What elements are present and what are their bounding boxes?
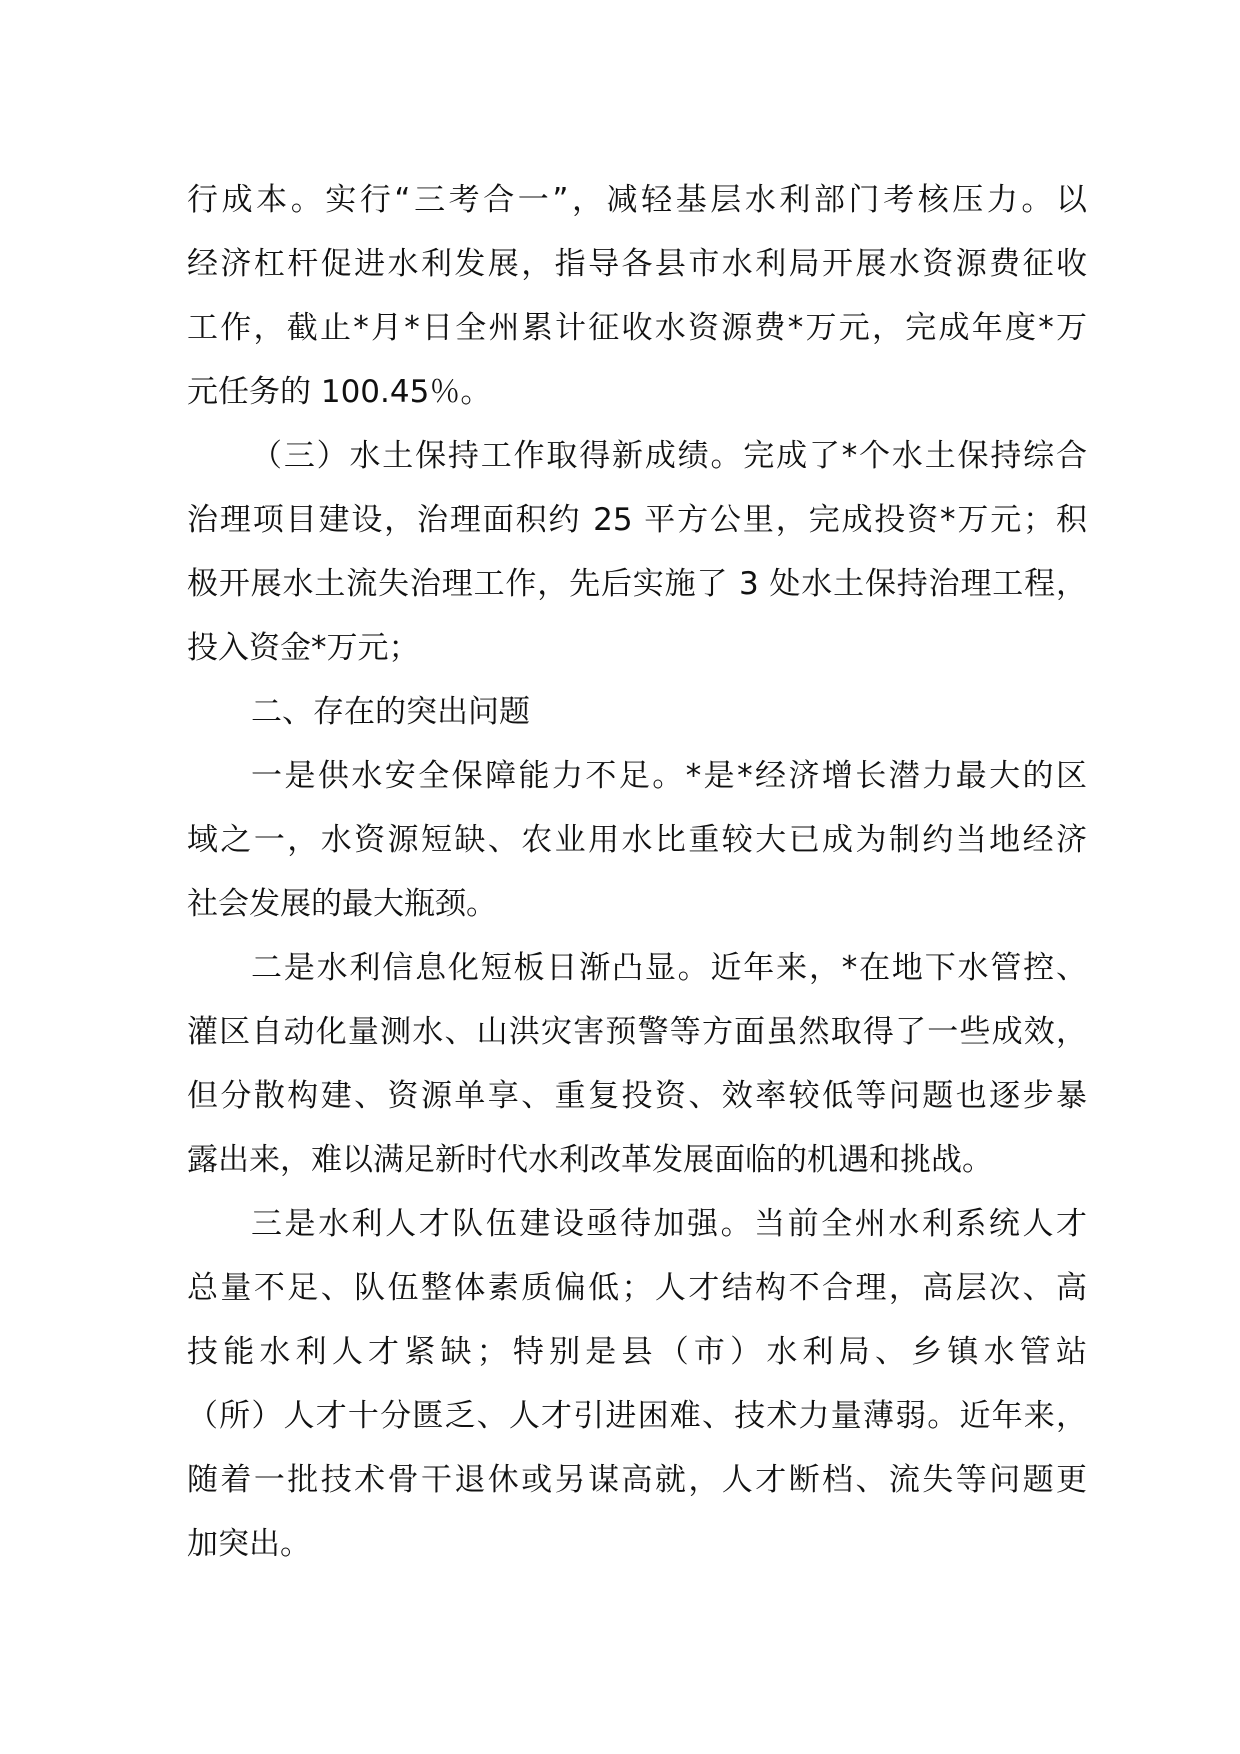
text-line: 随着一批技术骨干退休或另谋高就，人才断档、流失等问题更 xyxy=(187,1462,1087,1498)
body-text xyxy=(187,168,1087,1576)
text-line: 经济杠杆促进水利发展，指导各县市水利局开展水资源费征收 xyxy=(187,246,1087,282)
text-line: 行成本。实行“三考合一”，减轻基层水利部门考核压力。以 xyxy=(187,182,1087,218)
paragraph-start-line: 三是水利人才队伍建设亟待加强。当前全州水利系统人才 xyxy=(251,1206,1087,1242)
text-line: 社会发展的最大瓶颈。 xyxy=(187,886,497,922)
section-heading-line: （三）水土保持工作取得新成绩。完成了*个水土保持综合 xyxy=(251,438,1087,474)
text-line: 加突出。 xyxy=(187,1526,311,1562)
text-line: 总量不足、队伍整体素质偏低；人才结构不合理，高层次、高 xyxy=(187,1270,1087,1306)
text-line: （所）人才十分匮乏、人才引进困难、技术力量薄弱。近年来， xyxy=(187,1398,1087,1434)
text-line: 工作，截止*月*日全州累计征收水资源费*万元，完成年度*万 xyxy=(187,310,1087,346)
text-line: 治理项目建设，治理面积约 25 平方公里，完成投资*万元；积 xyxy=(187,502,1087,538)
text-line: 投入资金*万元； xyxy=(187,630,420,666)
text-line: 极开展水土流失治理工作，先后实施了 3 处水土保持治理工程， xyxy=(187,566,1087,602)
paragraph-start-line: 二是水利信息化短板日渐凸显。近年来，*在地下水管控、 xyxy=(251,950,1087,986)
text-line: 元任务的 100.45％。 xyxy=(187,374,492,410)
text-line: 技能水利人才紧缺；特别是县（市）水利局、乡镇水管站 xyxy=(187,1334,1087,1370)
text-line: 露出来，难以满足新时代水利改革发展面临的机遇和挑战。 xyxy=(187,1142,993,1178)
paragraph-start-line: 一是供水安全保障能力不足。*是*经济增长潜力最大的区 xyxy=(251,758,1087,794)
text-line: 域之一，水资源短缺、农业用水比重较大已成为制约当地经济 xyxy=(187,822,1087,858)
text-line: 灌区自动化量测水、山洪灾害预警等方面虽然取得了一些成效， xyxy=(187,1014,1087,1050)
section-heading: 二、存在的突出问题 xyxy=(251,694,530,730)
text-line: 但分散构建、资源单享、重复投资、效率较低等问题也逐步暴 xyxy=(187,1078,1087,1114)
